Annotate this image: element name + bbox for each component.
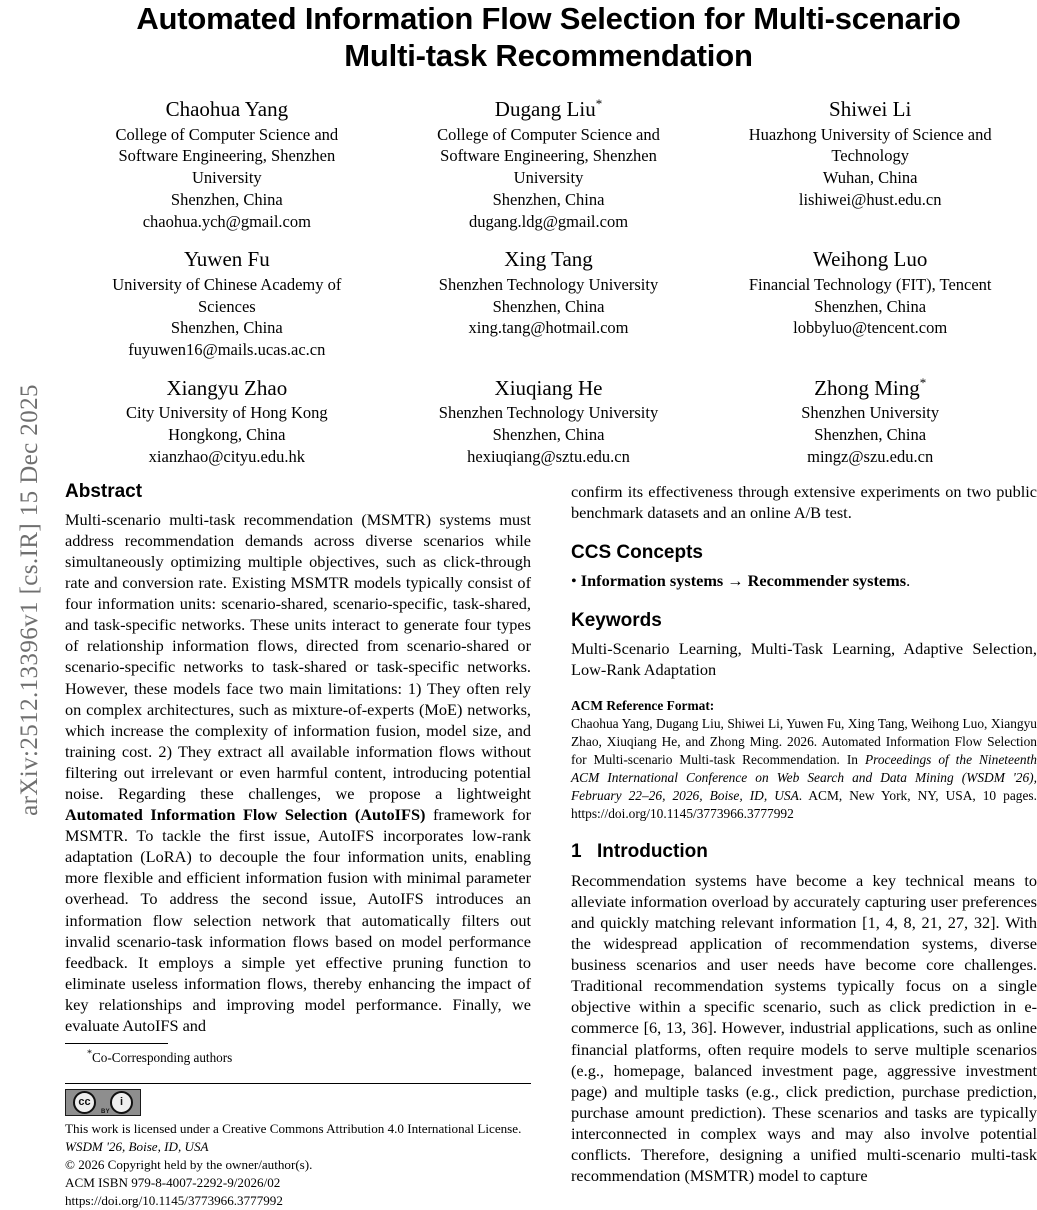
conference-venue-line: WSDM '26, Boise, ID, USA (65, 1139, 209, 1155)
author-name (400, 375, 698, 401)
abstract-continuation: confirm its effectiveness through extensive experiments on two public benchmark datasets and an online A/B test. (571, 482, 1037, 523)
author-affiliation-line: Shenzhen Technology University (438, 403, 659, 423)
ccs-period: . (906, 570, 911, 590)
creative-commons-badge-icon (65, 1089, 141, 1116)
isbn-line: ACM ISBN 979-8-4007-2292-9/2026/02 (65, 1175, 281, 1191)
introduction-text: Recommendation systems have become a key technical means to alleviate information overload by accurately capturing user preferences and quickly matching relevant information [1, 4, 8, 21, 27, 32]. With the widespread application of recommendation systems, diverse business scenarios and user needs have become core challenges. Traditional recommendation systems typically focus on a single objective within a specific scenario, such as click prediction in e-commerce [6, 13, 36]. However, industrial applications, such as online financial platforms, often require models to serve multiple scenarios (e.g., homepage, balanced investment page, aggressive investment page) and multiple tasks (e.g., click prediction, purchase prediction, purchase amount prediction). These scenarios and tasks are typically interconnected in complex ways and may also involve potential conflicts. Therefore, designing a unified multi-scenario multi-task recommendation (MSMTR) model to capture (571, 870, 1037, 1186)
ccs-concept-text: Information systems → Recommender systems (580, 570, 907, 590)
author-location: Shenzhen, China (170, 189, 283, 209)
author-affiliation-line: University (192, 168, 262, 188)
author-row (66, 246, 1031, 361)
author-star: * (919, 374, 927, 390)
author-name-text: Weihong Luo (812, 247, 928, 272)
author-name-text: Xiuqiang He (494, 375, 603, 400)
acm-reference-format (571, 697, 1037, 823)
author-email: dugang.ldg@gmail.com (468, 211, 629, 231)
author-entry (66, 96, 388, 232)
author-location: Shenzhen, China (492, 296, 605, 316)
cc-logo-icon: cc (73, 1091, 96, 1114)
author-email: xianzhao@cityu.edu.hk (148, 446, 305, 466)
introduction-heading (571, 841, 1037, 864)
author-block (60, 96, 1037, 468)
author-email: lishiwei@hust.edu.cn (798, 189, 942, 209)
ccs-concepts-entry (571, 570, 1037, 591)
author-name (400, 246, 698, 272)
author-affiliation-line: Software Engineering, Shenzhen (118, 146, 336, 166)
author-affiliation-line: Shenzhen University (801, 403, 940, 423)
author-entry (66, 375, 388, 468)
page-title (60, 0, 1037, 74)
author-email: lobbyluo@tencent.com (793, 318, 948, 338)
right-column (571, 481, 1037, 1186)
author-affiliation-line: University of Chinese Academy of (112, 274, 342, 294)
acm-reference-venue: Proceedings of the Nineteenth ACM International Conference on Web Search and Data Mining (WSDM '26), February 22–26, 2026, Boise, ID, USA (571, 752, 1037, 804)
author-entry (709, 246, 1031, 361)
abstract-bold-term: Automated Information Flow Selection (AutoIFS) (65, 805, 426, 825)
abstract-part-2: framework for MSMTR. To tackle the first issue, AutoIFS incorporates low-rank adaptation (LoRA) to decouple the four information units, enabling more flexible and efficient information fusion with minimal parameter overhead. To address the second issue, AutoIFS introduces an information flow selection network that automatically filters out invalid scenario-task information flows based on model performance feedback. It employs a simple yet effective pruning function to eliminate useless information flows, thereby enhancing the impact of key relationships and improving model performance. Finally, we evaluate AutoIFS and (65, 805, 531, 1036)
author-name (78, 96, 376, 122)
author-row (66, 375, 1031, 468)
author-entry (388, 375, 710, 468)
author-entry (709, 96, 1031, 232)
bullet-icon: • (571, 570, 577, 590)
author-name-text: Dugang Liu (494, 97, 596, 122)
title-line-1: Automated Information Flow Selection for Multi-scenario (136, 1, 961, 36)
cc-by-label: BY (101, 1109, 110, 1115)
keywords-heading: Keywords (571, 610, 662, 632)
acm-reference-part-2: . ACM, New York, NY, USA, 10 pages. https://doi.org/10.1145/3773966.3777992 (571, 788, 1037, 822)
section-title: Introduction (597, 840, 708, 862)
author-location: Shenzhen, China (492, 425, 605, 445)
author-name (400, 96, 698, 122)
author-affiliation-line: Technology (831, 146, 910, 166)
author-name (721, 246, 1019, 272)
author-name-text: Zhong Ming (814, 375, 920, 400)
footnote-label: Co-Corresponding authors (92, 1050, 233, 1065)
author-name (721, 96, 1019, 122)
author-name-text: Shiwei Li (829, 97, 912, 122)
author-location: Shenzhen, China (170, 318, 283, 338)
left-column (65, 481, 531, 1036)
copyright-line: © 2026 Copyright held by the owner/author(s). (65, 1157, 313, 1173)
license-statement: This work is licensed under a Creative Commons Attribution 4.0 International License. (65, 1121, 522, 1136)
author-name-text: Chaohua Yang (165, 97, 289, 122)
author-entry (388, 246, 710, 361)
author-name (78, 375, 376, 401)
author-email: xing.tang@hotmail.com (468, 318, 629, 338)
author-email: fuyuwen16@mails.ucas.ac.cn (128, 340, 326, 360)
author-affiliation-line: Huazhong University of Science and (748, 124, 992, 144)
author-name (78, 246, 376, 272)
doi-line: https://doi.org/10.1145/3773966.3777992 (65, 1193, 283, 1209)
title-line-2: Multi-task Recommendation (344, 37, 753, 73)
footnote-marker: * (87, 1048, 92, 1060)
author-email: hexiuqiang@sztu.edu.cn (467, 446, 630, 466)
arxiv-stamp (0, 0, 60, 1200)
ccs-concepts-heading: CCS Concepts (571, 542, 703, 564)
author-affiliation-line: Shenzhen Technology University (438, 274, 659, 294)
license-separator-rule (65, 1083, 531, 1084)
section-number: 1 (571, 840, 582, 862)
author-affiliation-line: Sciences (197, 296, 256, 316)
author-entry (709, 375, 1031, 468)
author-name-text: Yuwen Fu (183, 247, 270, 272)
author-affiliation-line: College of Computer Science and (115, 124, 339, 144)
author-affiliation-line: University (513, 168, 584, 188)
license-block (65, 1083, 531, 1210)
author-affiliation-line: Financial Technology (FIT), Tencent (748, 274, 992, 294)
abstract-part-1: Multi-scenario multi-task recommendation (MSMTR) systems must address recommendation demands across diverse scenarios while simultaneously optimizing multiple objectives, such as click-through rate and conversion rate. Existing MSMTR models typically consist of four information units: scenario-shared, scenario-specific, task-shared, and task-specific networks. These units interact to generate four types of relationship information flows, directed from scenario-shared or scenario-specific networks to task-shared or task-specific networks. However, these models face two main limitations: 1) They often rely on complex architectures, such as mixture-of-experts (MoE) networks, which increase the complexity of information fusion, model size, and training cost. 2) They extract all available information flows without filtering out irrelevant or even harmful content, introducing potential noise. Regarding these challenges, we propose a lightweight (65, 509, 531, 804)
acm-reference-heading: ACM Reference Format: (571, 698, 715, 714)
arxiv-stamp-text: arXiv:2512.13396v1 [cs.IR] 15 Dec 2025 (16, 384, 43, 816)
author-location: Shenzhen, China (814, 425, 927, 445)
cc-by-person-icon: i (110, 1091, 133, 1114)
author-name-text: Xing Tang (504, 247, 593, 272)
author-location: Hongkong, China (168, 425, 286, 445)
acm-reference-part-1: Chaohua Yang, Dugang Liu, Shiwei Li, Yuwen Fu, Xing Tang, Weihong Luo, Xiangyu Zhao, Xiuqiang He, and Zhong Ming. 2026. Automated Information Flow Selection for Multi-scenario Multi-task Recommendation. In (571, 716, 1037, 768)
author-location: Wuhan, China (822, 168, 918, 188)
author-affiliation-line: Software Engineering, Shenzhen (440, 146, 657, 166)
author-email: mingz@szu.edu.cn (807, 446, 934, 466)
author-row (66, 96, 1031, 232)
abstract-heading: Abstract (65, 481, 143, 502)
footnote-text (87, 1049, 531, 1066)
author-name (721, 375, 1019, 401)
footnote-area (65, 1043, 531, 1066)
abstract-text (65, 509, 531, 1036)
author-email: chaohua.ych@gmail.com (142, 211, 311, 231)
keywords-text: Multi-Scenario Learning, Multi-Task Learning, Adaptive Selection, Low-Rank Adaptation (571, 638, 1037, 680)
author-location: Shenzhen, China (814, 296, 927, 316)
author-affiliation-line: City University of Hong Kong (126, 403, 328, 423)
author-name-text: Xiangyu Zhao (166, 375, 288, 400)
author-affiliation-line: College of Computer Science and (437, 124, 660, 144)
footnote-separator-rule (65, 1043, 168, 1044)
author-star: * (595, 96, 603, 112)
paper-page (60, 0, 1037, 1209)
author-location: Shenzhen, China (492, 189, 605, 209)
author-entry (66, 246, 388, 361)
author-entry (388, 96, 710, 232)
